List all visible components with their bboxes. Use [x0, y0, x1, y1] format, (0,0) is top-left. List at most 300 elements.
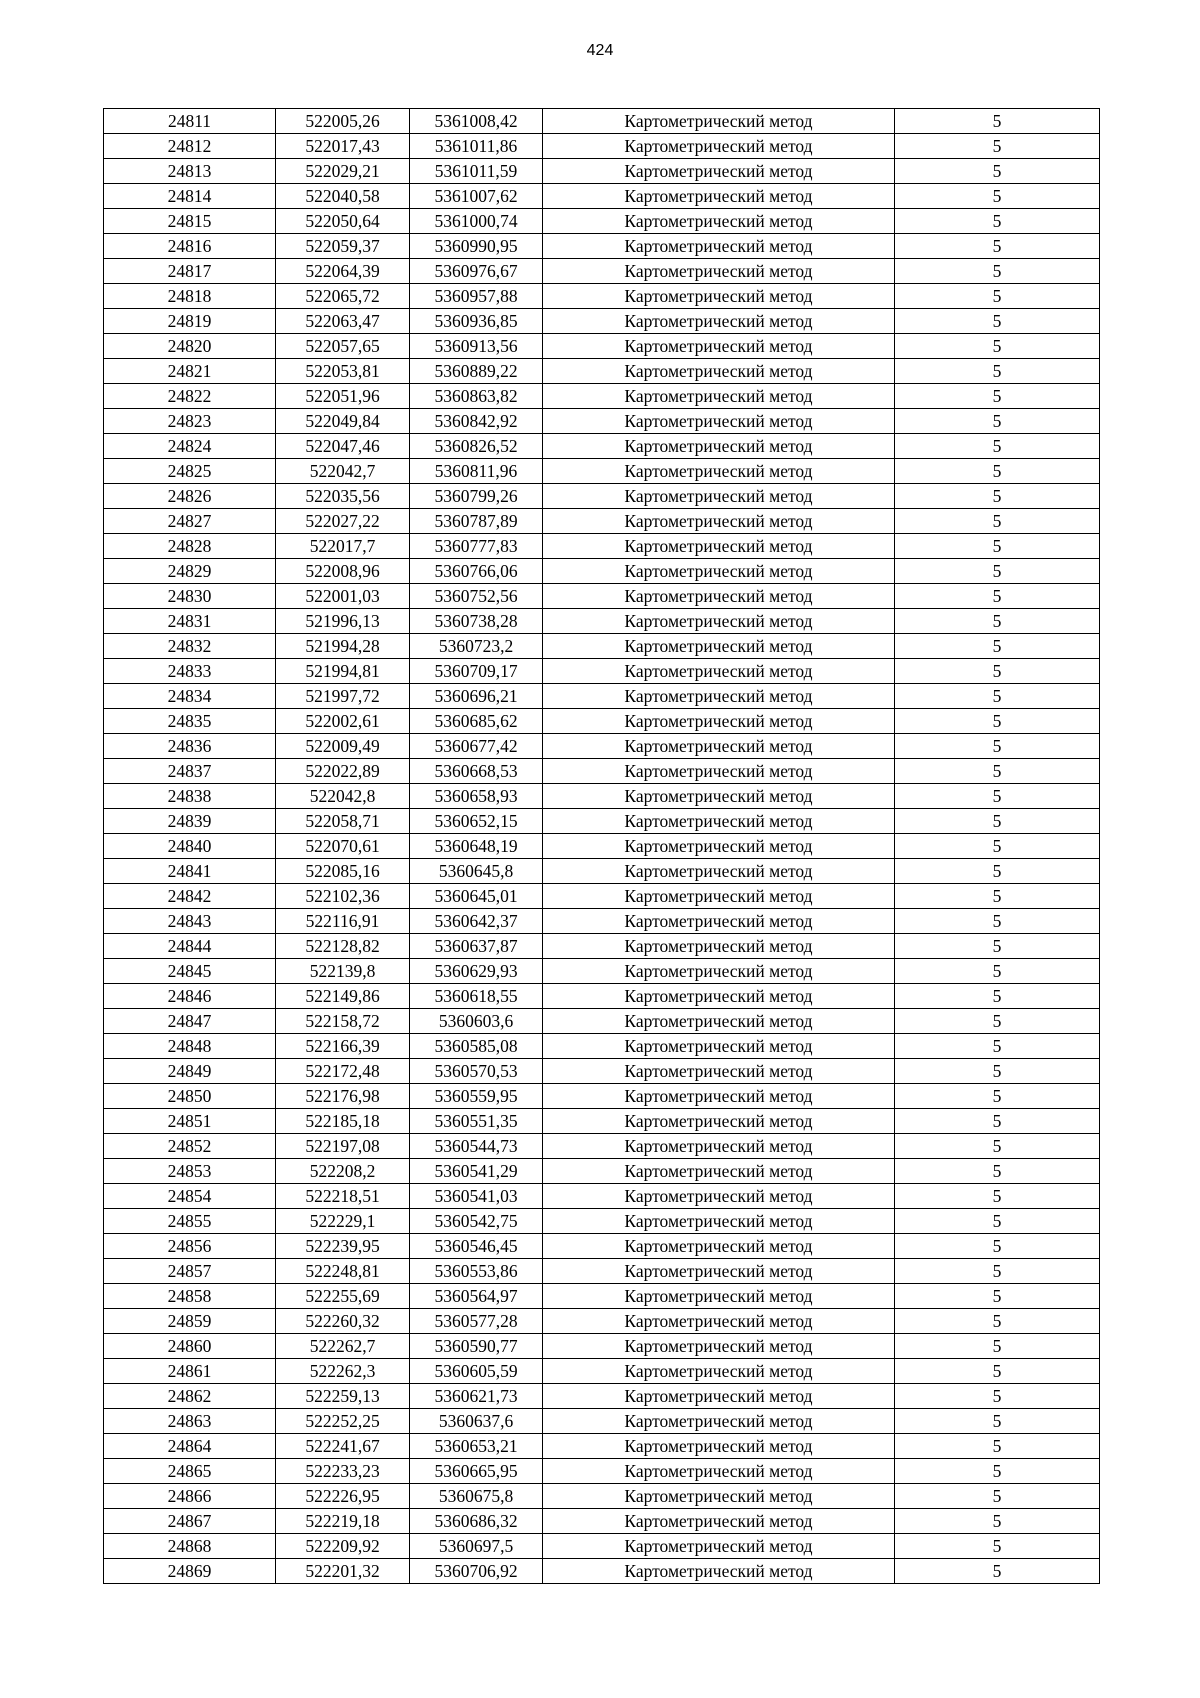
x-coordinate-cell: 522226,95 — [276, 1484, 410, 1509]
method-cell: Картометрический метод — [543, 1284, 895, 1309]
table-row — [104, 234, 1100, 259]
y-coordinate-cell: 5360990,95 — [410, 234, 543, 259]
method-cell: Картометрический метод — [543, 1509, 895, 1534]
point-number-cell: 24852 — [104, 1134, 276, 1159]
y-coordinate-cell: 5360936,85 — [410, 309, 543, 334]
y-coordinate-cell: 5360542,75 — [410, 1209, 543, 1234]
point-number-cell: 24844 — [104, 934, 276, 959]
y-coordinate-cell: 5360551,35 — [410, 1109, 543, 1134]
point-number-cell: 24845 — [104, 959, 276, 984]
x-coordinate-cell: 522053,81 — [276, 359, 410, 384]
x-coordinate-cell: 522049,84 — [276, 409, 410, 434]
point-number-cell: 24811 — [104, 109, 276, 134]
accuracy-cell: 5 — [895, 409, 1100, 434]
x-coordinate-cell: 522008,96 — [276, 559, 410, 584]
accuracy-cell: 5 — [895, 659, 1100, 684]
table-row — [104, 834, 1100, 859]
table-row — [104, 209, 1100, 234]
method-cell: Картометрический метод — [543, 1109, 895, 1134]
y-coordinate-cell: 5360777,83 — [410, 534, 543, 559]
table-row — [104, 1184, 1100, 1209]
method-cell: Картометрический метод — [543, 1259, 895, 1284]
method-cell: Картометрический метод — [543, 284, 895, 309]
point-number-cell: 24851 — [104, 1109, 276, 1134]
table-row — [104, 1384, 1100, 1409]
method-cell: Картометрический метод — [543, 934, 895, 959]
table-row — [104, 1034, 1100, 1059]
y-coordinate-cell: 5360677,42 — [410, 734, 543, 759]
table-row — [104, 584, 1100, 609]
y-coordinate-cell: 5360590,77 — [410, 1334, 543, 1359]
table-row — [104, 509, 1100, 534]
table-row — [104, 784, 1100, 809]
y-coordinate-cell: 5360752,56 — [410, 584, 543, 609]
point-number-cell: 24869 — [104, 1559, 276, 1584]
table-row — [104, 684, 1100, 709]
table-row — [104, 284, 1100, 309]
y-coordinate-cell: 5360799,26 — [410, 484, 543, 509]
method-cell: Картометрический метод — [543, 1034, 895, 1059]
point-number-cell: 24854 — [104, 1184, 276, 1209]
x-coordinate-cell: 522040,58 — [276, 184, 410, 209]
y-coordinate-cell: 5361008,42 — [410, 109, 543, 134]
point-number-cell: 24865 — [104, 1459, 276, 1484]
y-coordinate-cell: 5360665,95 — [410, 1459, 543, 1484]
point-number-cell: 24826 — [104, 484, 276, 509]
x-coordinate-cell: 522085,16 — [276, 859, 410, 884]
point-number-cell: 24831 — [104, 609, 276, 634]
table-row — [104, 1484, 1100, 1509]
y-coordinate-cell: 5360564,97 — [410, 1284, 543, 1309]
y-coordinate-cell: 5360642,37 — [410, 909, 543, 934]
table-row — [104, 259, 1100, 284]
table-row — [104, 659, 1100, 684]
method-cell: Картометрический метод — [543, 1159, 895, 1184]
x-coordinate-cell: 522176,98 — [276, 1084, 410, 1109]
x-coordinate-cell: 522002,61 — [276, 709, 410, 734]
method-cell: Картометрический метод — [543, 734, 895, 759]
x-coordinate-cell: 522252,25 — [276, 1409, 410, 1434]
y-coordinate-cell: 5361007,62 — [410, 184, 543, 209]
point-number-cell: 24853 — [104, 1159, 276, 1184]
y-coordinate-cell: 5360603,6 — [410, 1009, 543, 1034]
x-coordinate-cell: 522065,72 — [276, 284, 410, 309]
y-coordinate-cell: 5361000,74 — [410, 209, 543, 234]
y-coordinate-cell: 5360709,17 — [410, 659, 543, 684]
point-number-cell: 24815 — [104, 209, 276, 234]
y-coordinate-cell: 5360648,19 — [410, 834, 543, 859]
x-coordinate-cell: 522035,56 — [276, 484, 410, 509]
y-coordinate-cell: 5360842,92 — [410, 409, 543, 434]
method-cell: Картометрический метод — [543, 634, 895, 659]
accuracy-cell: 5 — [895, 784, 1100, 809]
accuracy-cell: 5 — [895, 834, 1100, 859]
point-number-cell: 24817 — [104, 259, 276, 284]
point-number-cell: 24859 — [104, 1309, 276, 1334]
method-cell: Картометрический метод — [543, 359, 895, 384]
x-coordinate-cell: 522042,7 — [276, 459, 410, 484]
accuracy-cell: 5 — [895, 1109, 1100, 1134]
accuracy-cell: 5 — [895, 684, 1100, 709]
accuracy-cell: 5 — [895, 484, 1100, 509]
point-number-cell: 24838 — [104, 784, 276, 809]
method-cell: Картометрический метод — [543, 509, 895, 534]
y-coordinate-cell: 5360976,67 — [410, 259, 543, 284]
x-coordinate-cell: 522027,22 — [276, 509, 410, 534]
coordinates-table-body — [104, 109, 1100, 1584]
method-cell: Картометрический метод — [543, 134, 895, 159]
method-cell: Картометрический метод — [543, 184, 895, 209]
point-number-cell: 24840 — [104, 834, 276, 859]
point-number-cell: 24841 — [104, 859, 276, 884]
method-cell: Картометрический метод — [543, 884, 895, 909]
x-coordinate-cell: 522172,48 — [276, 1059, 410, 1084]
table-row — [104, 609, 1100, 634]
accuracy-cell: 5 — [895, 1459, 1100, 1484]
point-number-cell: 24819 — [104, 309, 276, 334]
method-cell: Картометрический метод — [543, 584, 895, 609]
point-number-cell: 24862 — [104, 1384, 276, 1409]
x-coordinate-cell: 522058,71 — [276, 809, 410, 834]
point-number-cell: 24843 — [104, 909, 276, 934]
accuracy-cell: 5 — [895, 534, 1100, 559]
accuracy-cell: 5 — [895, 1009, 1100, 1034]
accuracy-cell: 5 — [895, 109, 1100, 134]
y-coordinate-cell: 5360585,08 — [410, 1034, 543, 1059]
y-coordinate-cell: 5360686,32 — [410, 1509, 543, 1534]
table-row — [104, 1109, 1100, 1134]
x-coordinate-cell: 522248,81 — [276, 1259, 410, 1284]
table-row — [104, 334, 1100, 359]
table-row — [104, 809, 1100, 834]
accuracy-cell: 5 — [895, 734, 1100, 759]
x-coordinate-cell: 522063,47 — [276, 309, 410, 334]
method-cell: Картометрический метод — [543, 1559, 895, 1584]
accuracy-cell: 5 — [895, 1234, 1100, 1259]
table-row — [104, 559, 1100, 584]
y-coordinate-cell: 5360811,96 — [410, 459, 543, 484]
method-cell: Картометрический метод — [543, 209, 895, 234]
x-coordinate-cell: 522260,32 — [276, 1309, 410, 1334]
point-number-cell: 24847 — [104, 1009, 276, 1034]
method-cell: Картометрический метод — [543, 1434, 895, 1459]
method-cell: Картометрический метод — [543, 1534, 895, 1559]
method-cell: Картометрический метод — [543, 1134, 895, 1159]
method-cell: Картометрический метод — [543, 534, 895, 559]
y-coordinate-cell: 5360637,6 — [410, 1409, 543, 1434]
table-row — [104, 309, 1100, 334]
point-number-cell: 24835 — [104, 709, 276, 734]
table-row — [104, 859, 1100, 884]
x-coordinate-cell: 522259,13 — [276, 1384, 410, 1409]
method-cell: Картометрический метод — [543, 784, 895, 809]
point-number-cell: 24837 — [104, 759, 276, 784]
table-row — [104, 1159, 1100, 1184]
table-row — [104, 1409, 1100, 1434]
point-number-cell: 24834 — [104, 684, 276, 709]
x-coordinate-cell: 522241,67 — [276, 1434, 410, 1459]
point-number-cell: 24825 — [104, 459, 276, 484]
point-number-cell: 24868 — [104, 1534, 276, 1559]
method-cell: Картометрический метод — [543, 559, 895, 584]
method-cell: Картометрический метод — [543, 759, 895, 784]
accuracy-cell: 5 — [895, 1334, 1100, 1359]
x-coordinate-cell: 521996,13 — [276, 609, 410, 634]
method-cell: Картометрический метод — [543, 1334, 895, 1359]
x-coordinate-cell: 522128,82 — [276, 934, 410, 959]
point-number-cell: 24820 — [104, 334, 276, 359]
method-cell: Картометрический метод — [543, 109, 895, 134]
y-coordinate-cell: 5360697,5 — [410, 1534, 543, 1559]
x-coordinate-cell: 522158,72 — [276, 1009, 410, 1034]
x-coordinate-cell: 522262,3 — [276, 1359, 410, 1384]
point-number-cell: 24861 — [104, 1359, 276, 1384]
accuracy-cell: 5 — [895, 1059, 1100, 1084]
accuracy-cell: 5 — [895, 209, 1100, 234]
point-number-cell: 24821 — [104, 359, 276, 384]
accuracy-cell: 5 — [895, 1309, 1100, 1334]
y-coordinate-cell: 5360645,8 — [410, 859, 543, 884]
y-coordinate-cell: 5360645,01 — [410, 884, 543, 909]
accuracy-cell: 5 — [895, 434, 1100, 459]
table-row — [104, 1134, 1100, 1159]
y-coordinate-cell: 5360618,55 — [410, 984, 543, 1009]
x-coordinate-cell: 522149,86 — [276, 984, 410, 1009]
table-row — [104, 1009, 1100, 1034]
accuracy-cell: 5 — [895, 309, 1100, 334]
method-cell: Картометрический метод — [543, 684, 895, 709]
method-cell: Картометрический метод — [543, 984, 895, 1009]
method-cell: Картометрический метод — [543, 709, 895, 734]
y-coordinate-cell: 5360559,95 — [410, 1084, 543, 1109]
x-coordinate-cell: 522005,26 — [276, 109, 410, 134]
table-row — [104, 934, 1100, 959]
y-coordinate-cell: 5360913,56 — [410, 334, 543, 359]
method-cell: Картометрический метод — [543, 1384, 895, 1409]
y-coordinate-cell: 5360637,87 — [410, 934, 543, 959]
point-number-cell: 24836 — [104, 734, 276, 759]
x-coordinate-cell: 522102,36 — [276, 884, 410, 909]
table-row — [104, 134, 1100, 159]
y-coordinate-cell: 5360706,92 — [410, 1559, 543, 1584]
table-row — [104, 1284, 1100, 1309]
y-coordinate-cell: 5360570,53 — [410, 1059, 543, 1084]
x-coordinate-cell: 522233,23 — [276, 1459, 410, 1484]
point-number-cell: 24833 — [104, 659, 276, 684]
table-row — [104, 884, 1100, 909]
accuracy-cell: 5 — [895, 1209, 1100, 1234]
table-row — [104, 1084, 1100, 1109]
y-coordinate-cell: 5360826,52 — [410, 434, 543, 459]
table-row — [104, 759, 1100, 784]
x-coordinate-cell: 522208,2 — [276, 1159, 410, 1184]
y-coordinate-cell: 5360675,8 — [410, 1484, 543, 1509]
accuracy-cell: 5 — [895, 959, 1100, 984]
y-coordinate-cell: 5360577,28 — [410, 1309, 543, 1334]
x-coordinate-cell: 522042,8 — [276, 784, 410, 809]
x-coordinate-cell: 522139,8 — [276, 959, 410, 984]
accuracy-cell: 5 — [895, 459, 1100, 484]
point-number-cell: 24850 — [104, 1084, 276, 1109]
method-cell: Картометрический метод — [543, 1409, 895, 1434]
method-cell: Картометрический метод — [543, 459, 895, 484]
accuracy-cell: 5 — [895, 1034, 1100, 1059]
table-row — [104, 1309, 1100, 1334]
table-row — [104, 109, 1100, 134]
y-coordinate-cell: 5360957,88 — [410, 284, 543, 309]
point-number-cell: 24864 — [104, 1434, 276, 1459]
x-coordinate-cell: 522116,91 — [276, 909, 410, 934]
x-coordinate-cell: 522047,46 — [276, 434, 410, 459]
x-coordinate-cell: 522001,03 — [276, 584, 410, 609]
accuracy-cell: 5 — [895, 909, 1100, 934]
accuracy-cell: 5 — [895, 709, 1100, 734]
accuracy-cell: 5 — [895, 1259, 1100, 1284]
point-number-cell: 24827 — [104, 509, 276, 534]
y-coordinate-cell: 5360652,15 — [410, 809, 543, 834]
point-number-cell: 24829 — [104, 559, 276, 584]
y-coordinate-cell: 5360546,45 — [410, 1234, 543, 1259]
accuracy-cell: 5 — [895, 334, 1100, 359]
table-row — [104, 459, 1100, 484]
table-row — [104, 734, 1100, 759]
y-coordinate-cell: 5360544,73 — [410, 1134, 543, 1159]
x-coordinate-cell: 522166,39 — [276, 1034, 410, 1059]
accuracy-cell: 5 — [895, 134, 1100, 159]
y-coordinate-cell: 5361011,59 — [410, 159, 543, 184]
table-row — [104, 1059, 1100, 1084]
method-cell: Картометрический метод — [543, 1009, 895, 1034]
accuracy-cell: 5 — [895, 559, 1100, 584]
table-row — [104, 409, 1100, 434]
method-cell: Картометрический метод — [543, 1084, 895, 1109]
table-row — [104, 634, 1100, 659]
accuracy-cell: 5 — [895, 1184, 1100, 1209]
point-number-cell: 24839 — [104, 809, 276, 834]
accuracy-cell: 5 — [895, 759, 1100, 784]
table-row — [104, 484, 1100, 509]
method-cell: Картометрический метод — [543, 434, 895, 459]
x-coordinate-cell: 522050,64 — [276, 209, 410, 234]
y-coordinate-cell: 5360863,82 — [410, 384, 543, 409]
y-coordinate-cell: 5360621,73 — [410, 1384, 543, 1409]
table-row — [104, 1459, 1100, 1484]
method-cell: Картометрический метод — [543, 1184, 895, 1209]
table-row — [104, 534, 1100, 559]
method-cell: Картометрический метод — [543, 259, 895, 284]
accuracy-cell: 5 — [895, 1409, 1100, 1434]
point-number-cell: 24860 — [104, 1334, 276, 1359]
x-coordinate-cell: 522209,92 — [276, 1534, 410, 1559]
coordinates-table — [103, 108, 1100, 1584]
point-number-cell: 24812 — [104, 134, 276, 159]
table-row — [104, 959, 1100, 984]
x-coordinate-cell: 522201,32 — [276, 1559, 410, 1584]
x-coordinate-cell: 521997,72 — [276, 684, 410, 709]
accuracy-cell: 5 — [895, 1534, 1100, 1559]
method-cell: Картометрический метод — [543, 834, 895, 859]
x-coordinate-cell: 522017,7 — [276, 534, 410, 559]
table-row — [104, 1209, 1100, 1234]
x-coordinate-cell: 522218,51 — [276, 1184, 410, 1209]
method-cell: Картометрический метод — [543, 409, 895, 434]
table-row — [104, 909, 1100, 934]
point-number-cell: 24857 — [104, 1259, 276, 1284]
table-row — [104, 1334, 1100, 1359]
accuracy-cell: 5 — [895, 1084, 1100, 1109]
x-coordinate-cell: 522229,1 — [276, 1209, 410, 1234]
method-cell: Картометрический метод — [543, 1459, 895, 1484]
x-coordinate-cell: 522239,95 — [276, 1234, 410, 1259]
x-coordinate-cell: 522219,18 — [276, 1509, 410, 1534]
table-row — [104, 384, 1100, 409]
y-coordinate-cell: 5360541,03 — [410, 1184, 543, 1209]
y-coordinate-cell: 5360658,93 — [410, 784, 543, 809]
y-coordinate-cell: 5360668,53 — [410, 759, 543, 784]
table-row — [104, 1434, 1100, 1459]
method-cell: Картометрический метод — [543, 384, 895, 409]
point-number-cell: 24867 — [104, 1509, 276, 1534]
point-number-cell: 24828 — [104, 534, 276, 559]
method-cell: Картометрический метод — [543, 484, 895, 509]
point-number-cell: 24848 — [104, 1034, 276, 1059]
accuracy-cell: 5 — [895, 809, 1100, 834]
point-number-cell: 24846 — [104, 984, 276, 1009]
y-coordinate-cell: 5360787,89 — [410, 509, 543, 534]
point-number-cell: 24855 — [104, 1209, 276, 1234]
point-number-cell: 24823 — [104, 409, 276, 434]
accuracy-cell: 5 — [895, 1134, 1100, 1159]
method-cell: Картометрический метод — [543, 334, 895, 359]
method-cell: Картометрический метод — [543, 659, 895, 684]
accuracy-cell: 5 — [895, 509, 1100, 534]
x-coordinate-cell: 521994,28 — [276, 634, 410, 659]
y-coordinate-cell: 5361011,86 — [410, 134, 543, 159]
accuracy-cell: 5 — [895, 1359, 1100, 1384]
table-row — [104, 159, 1100, 184]
point-number-cell: 24832 — [104, 634, 276, 659]
table-row — [104, 184, 1100, 209]
method-cell: Картометрический метод — [543, 1484, 895, 1509]
y-coordinate-cell: 5360696,21 — [410, 684, 543, 709]
accuracy-cell: 5 — [895, 859, 1100, 884]
y-coordinate-cell: 5360541,29 — [410, 1159, 543, 1184]
method-cell: Картометрический метод — [543, 1309, 895, 1334]
method-cell: Картометрический метод — [543, 959, 895, 984]
point-number-cell: 24856 — [104, 1234, 276, 1259]
method-cell: Картометрический метод — [543, 309, 895, 334]
y-coordinate-cell: 5360553,86 — [410, 1259, 543, 1284]
point-number-cell: 24818 — [104, 284, 276, 309]
accuracy-cell: 5 — [895, 159, 1100, 184]
table-row — [104, 1234, 1100, 1259]
y-coordinate-cell: 5360723,2 — [410, 634, 543, 659]
accuracy-cell: 5 — [895, 1284, 1100, 1309]
page-number: 424 — [586, 42, 614, 59]
accuracy-cell: 5 — [895, 284, 1100, 309]
x-coordinate-cell: 522051,96 — [276, 384, 410, 409]
x-coordinate-cell: 522070,61 — [276, 834, 410, 859]
table-row — [104, 984, 1100, 1009]
point-number-cell: 24858 — [104, 1284, 276, 1309]
table-row — [104, 1259, 1100, 1284]
accuracy-cell: 5 — [895, 1434, 1100, 1459]
point-number-cell: 24842 — [104, 884, 276, 909]
method-cell: Картометрический метод — [543, 1234, 895, 1259]
accuracy-cell: 5 — [895, 259, 1100, 284]
method-cell: Картометрический метод — [543, 1209, 895, 1234]
method-cell: Картометрический метод — [543, 909, 895, 934]
